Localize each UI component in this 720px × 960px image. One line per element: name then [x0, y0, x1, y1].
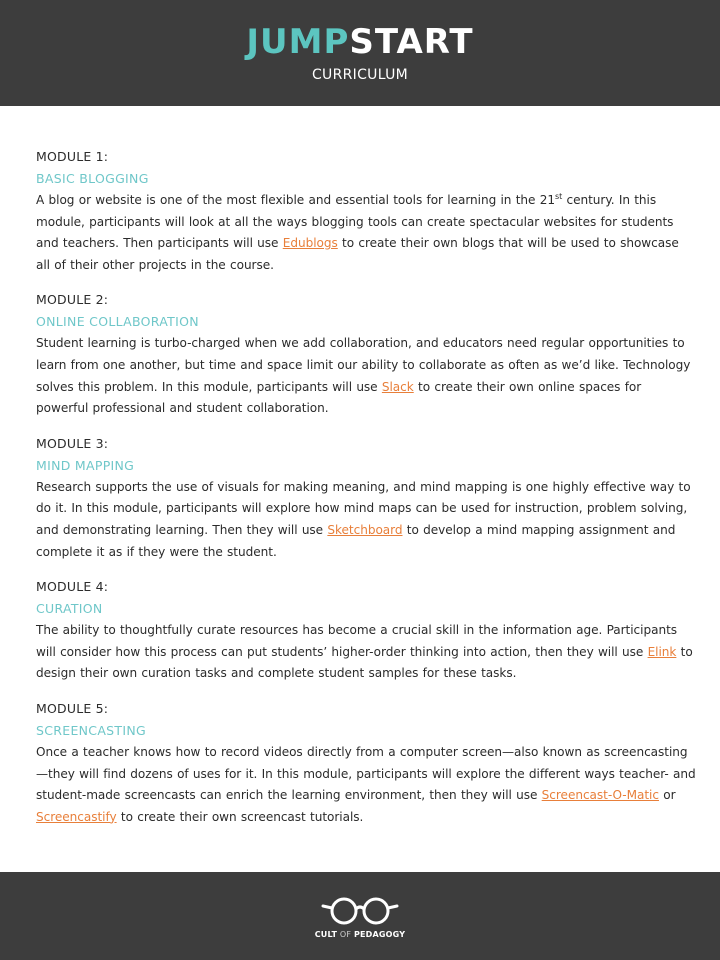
module-label: MODULE 1:: [36, 149, 109, 164]
module-title: BASIC BLOGGING: [36, 171, 149, 186]
module-label: MODULE 3:: [36, 435, 109, 451]
module-title: SCREENCASTING: [36, 722, 146, 738]
desc-text: A blog or website is one of the most flexible and essential tools for learning in the 21: [36, 193, 555, 207]
module-title: MIND MAPPING: [36, 457, 135, 473]
desc-text: Research supports the use of visuals for making meaning, and mind mapping is one highly effective way to do it. In this module, participants will explore how mind maps can be used for instruction, problem solving, and demonstrating learning. Then they will use: [36, 479, 691, 537]
desc-text: to design their own curation tasks and complete student samples for these tasks.: [36, 644, 693, 681]
cult-of-pedagogy-logo: [314, 894, 406, 948]
brand-start: START: [349, 22, 474, 62]
module-description: [36, 742, 696, 828]
logo-word-of: OF: [339, 930, 352, 939]
logo-word-pedagogy: PEDAGOGY: [353, 930, 406, 939]
screencastify-link[interactable]: Screencastify: [36, 809, 117, 824]
desc-text: Student learning is turbo-charged when we add collaboration, and educators need regular opportunities to learn from one another, but time and space limit our ability to collaborate as often as we’d like. Technology solves this problem. In this module, participants will use: [36, 336, 691, 394]
module-3: [36, 433, 696, 563]
logo-wordmark: [300, 930, 420, 939]
module-title: ONLINE COLLABORATION: [36, 314, 199, 330]
module-label: MODULE 4:: [36, 579, 109, 595]
desc-text: Once a teacher knows how to record videos directly from a computer screen—also known as screencasting—they will find dozens of uses for it. In this module, participants will explore the different ways teacher- and student-made screencasts can enrich the learning environment, then they will use: [36, 744, 696, 803]
module-description: [36, 333, 696, 419]
slack-link[interactable]: Slack: [381, 379, 414, 394]
sketchboard-link[interactable]: Sketchboard: [327, 522, 403, 537]
module-list: [36, 146, 696, 841]
brand-title: [0, 22, 720, 62]
module-1: [36, 146, 696, 276]
elink-link[interactable]: Elink: [647, 644, 677, 659]
desc-text: century. In this module, participants will look at all the ways blogging tools can create spectacular websites for students and teachers. Then participants will use: [36, 193, 674, 251]
desc-text: to create their own online spaces for powerful professional and student collaboration.: [36, 379, 642, 416]
footer: [0, 872, 720, 960]
edublogs-link[interactable]: Edublogs: [282, 236, 338, 251]
module-4: [36, 576, 696, 685]
desc-text: to create their own screencast tutorials.: [116, 809, 364, 824]
module-5: [36, 698, 696, 828]
module-description: [36, 190, 696, 276]
header-banner: [0, 0, 720, 106]
module-label: MODULE 5:: [36, 700, 109, 716]
desc-text: to create their own blogs that will be used to showcase all of their other projects in the course.: [36, 236, 679, 272]
desc-text: or: [658, 788, 676, 803]
module-title: CURATION: [36, 601, 103, 617]
module-description: [36, 477, 696, 563]
desc-text: to develop a mind mapping assignment and complete it as if they were the student.: [36, 522, 676, 559]
brand-jump: JUMP: [246, 22, 350, 62]
module-label: MODULE 2:: [36, 292, 109, 308]
screencast-o-matic-link[interactable]: Screencast-O-Matic: [541, 788, 659, 803]
logo-word-cult: CULT: [314, 930, 338, 939]
glasses-icon: [320, 894, 400, 928]
desc-text: The ability to thoughtfully curate resources has become a crucial skill in the information age. Participants will consider how this process can put students’ higher-order thinking into action, then they will use: [36, 623, 678, 659]
module-2: [36, 289, 696, 419]
header-subtitle: CURRICULUM: [311, 67, 409, 83]
superscript: st: [555, 191, 563, 201]
module-description: [36, 620, 696, 685]
